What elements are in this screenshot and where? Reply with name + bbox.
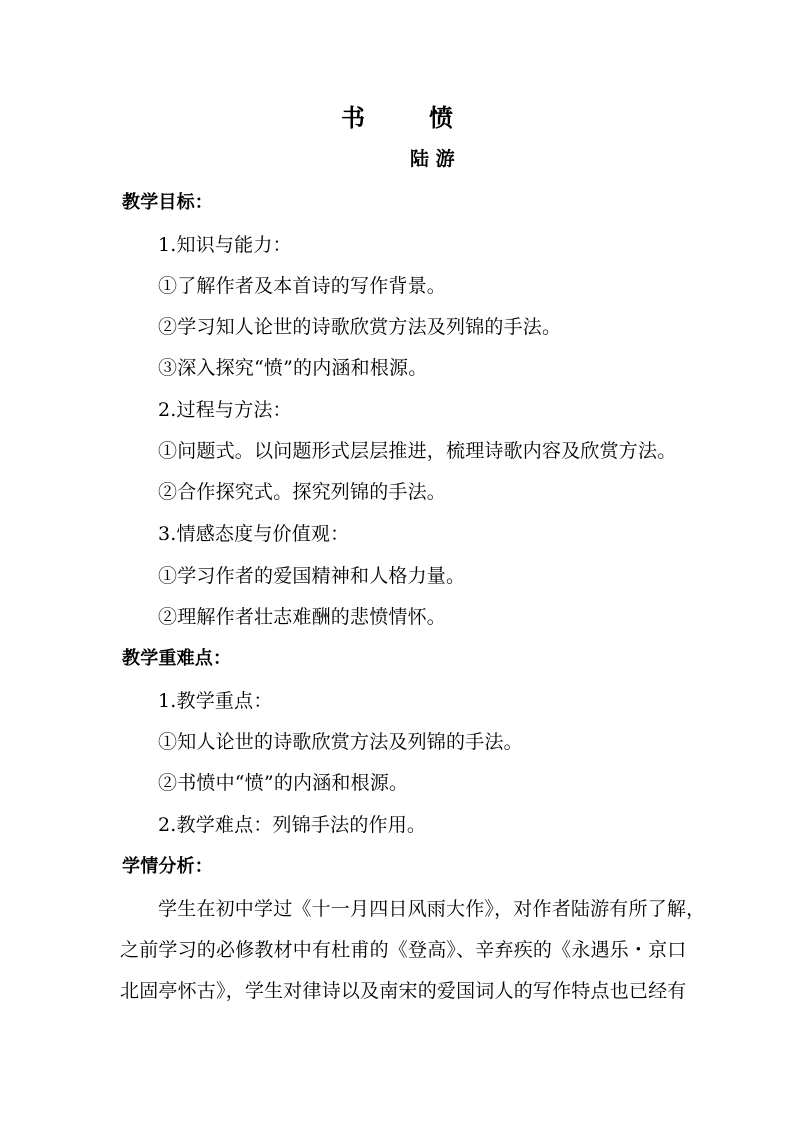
objective-knowledge-item-1: ①了解作者及本首诗的写作背景。 [158, 275, 447, 297]
analysis-line-1: 学生在初中学过《十一月四日风雨大作》，对作者陆游有所了解， [158, 898, 706, 920]
analysis-line-2: 之前学习的必修教材中有杜甫的《登高》、辛弃疾的《永遇乐・京口 [120, 939, 687, 961]
objective-knowledge-heading: 1.知识与能力： [158, 234, 292, 256]
objective-process-item-1: ①问题式。以问题形式层层推进，梳理诗歌内容及欣赏方法。 [158, 440, 677, 462]
objective-emotion-item-2: ②理解作者壮志难酬的悲愤情怀。 [158, 606, 447, 628]
key-focus-heading: 1.教学重点： [158, 690, 273, 712]
title-char-1: 书 [341, 103, 365, 132]
objectives-heading: 教学目标： [122, 192, 213, 213]
objective-emotion-heading: 3.情感态度与价值观： [158, 523, 350, 545]
objective-process-heading: 2.过程与方法： [158, 399, 292, 421]
key-difficulty: 2.教学难点：列锦手法的作用。 [158, 814, 427, 836]
key-focus-item-2: ②书愤中“愤”的内涵和根源。 [158, 772, 409, 794]
analysis-line-3: 北固亭怀古》，学生对律诗以及南宋的爱国词人的写作特点也已经有 [120, 980, 687, 1002]
objective-emotion-item-1: ①学习作者的爱国精神和人格力量。 [158, 565, 466, 587]
author: 陆 游 [410, 148, 455, 170]
objective-knowledge-item-3: ③深入探究“愤”的内涵和根源。 [158, 357, 428, 379]
objective-knowledge-item-2: ②学习知人论世的诗歌欣赏方法及列锦的手法。 [158, 316, 562, 338]
objective-process-item-2: ②合作探究式。探究列锦的手法。 [158, 481, 447, 503]
key-focus-item-1: ①知人论世的诗歌欣赏方法及列锦的手法。 [158, 731, 523, 753]
key-points-heading: 教学重难点： [122, 648, 232, 669]
analysis-heading: 学情分析： [122, 856, 213, 877]
title-char-2: 愤 [429, 103, 453, 132]
document-title [0, 102, 794, 134]
